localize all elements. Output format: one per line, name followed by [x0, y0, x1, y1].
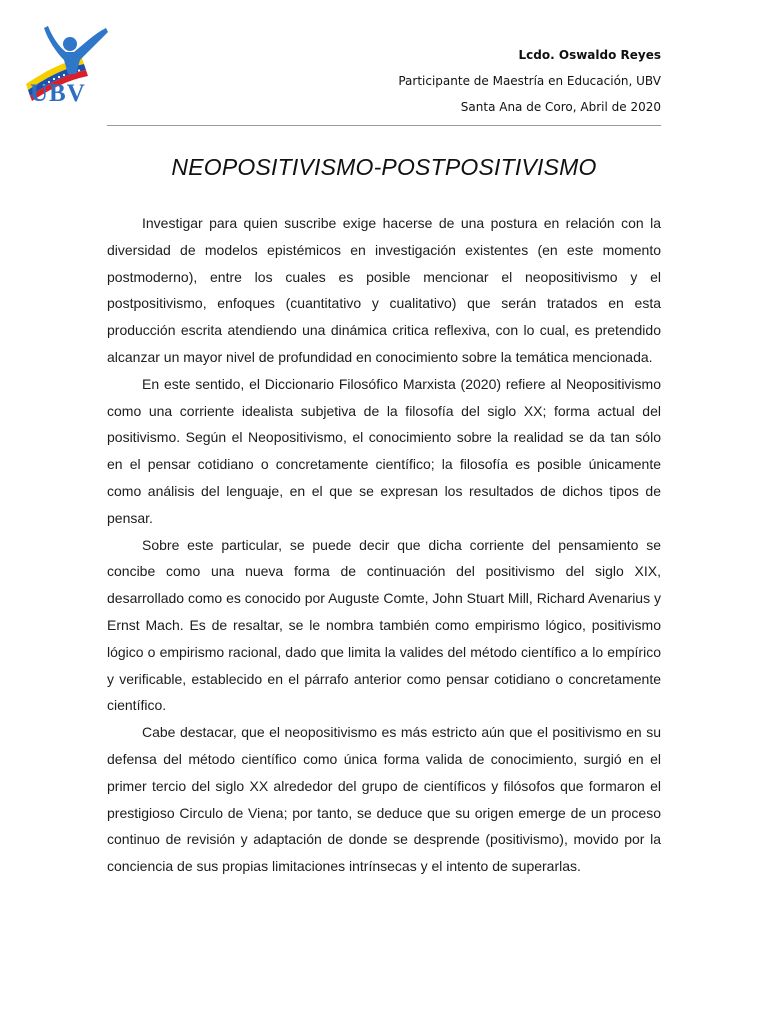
paragraph: Sobre este particular, se puede decir que dicha corriente del pensamiento se concibe como una nueva forma de continuación del positivismo del siglo XIX, desarrollado como es conocido por Auguste Comte, John Stuart Mill, Richard Avenarius y Ernst Mach. Es de resaltar, se le nombra también como empirismo lógico, positivismo lógico o empirismo racional, dado que limita la valides del método científico a lo empírico y verificable, establecido en el párrafo anterior como pensar cotidiano o concretamente científico. [107, 536, 661, 714]
paragraph: En este sentido, el Diccionario Filosófico Marxista (2020) refiere al Neopositivismo como una corriente idealista subjetiva de la filosofía del siglo XX; forma actual del positivismo. Según el Neopositivismo, el conocimiento sobre la realidad se da tan sólo en el pensar cotidiano o concretamente científico; la filosofía es posible únicamente como análisis del lenguaje, en el que se expresan los resultados de dichos tipos de pensar. [107, 375, 661, 526]
document-title: NEOPOSITIVISMO-POSTPOSITIVISMO [171, 154, 597, 180]
author-role: Participante de Maestría en Educación, UBV [398, 74, 661, 88]
document-body [107, 210, 661, 880]
paragraph: Cabe destacar, que el neopositivismo es más estricto aún que el positivismo en su defensa del método científico como única forma valida de conocimiento, surgió en el primer tercio del siglo XX alrededor del grupo de científicos y filósofos que formaron el prestigioso Circulo de Viena; por tanto, se deduce que su origen emerge de un proceso continuo de revisión y adaptación de donde se desprende (positivismo), movido por la conciencia de sus propias limitaciones intrínsecas y el intento de superarlas. [107, 724, 661, 875]
header-divider [107, 125, 661, 126]
author-name: Lcdo. Oswaldo Reyes [518, 48, 661, 62]
place-date: Santa Ana de Coro, Abril de 2020 [460, 100, 661, 114]
paragraph: Investigar para quien suscribe exige hacerse de una postura en relación con la diversidad de modelos epistémicos en investigación existentes (en este momento postmoderno), entre los cuales es posible mencionar el neopositivismo y el postpositivismo, enfoques (cuantitativo y cualitativo) que serán tratados en esta producción escrita atendiendo una dinámica critica reflexiva, con lo cual, es pretendido alcanzar un mayor nivel de profundidad en conocimiento sobre la temática mencionada. [107, 215, 661, 365]
document-header [398, 44, 661, 122]
ubv-logo-text: UBV [30, 80, 86, 107]
